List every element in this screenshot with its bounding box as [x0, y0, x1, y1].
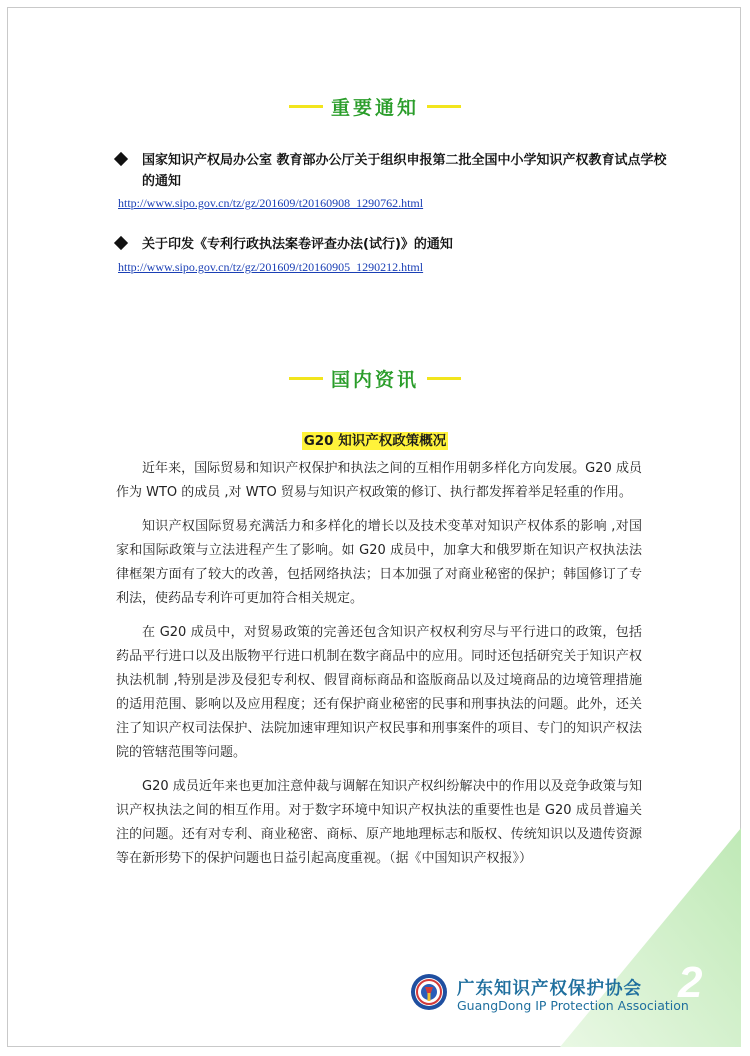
notice-item-1 — [118, 150, 678, 192]
footer-org-name-cn: 广东知识产权保护协会 — [457, 979, 642, 999]
news-heading-text: 国内资讯 — [330, 369, 419, 391]
association-logo-icon — [410, 973, 448, 1011]
notice-title: 关于印发《专利行政执法案卷评查办法(试行)》的通知 — [142, 237, 453, 252]
article-title-text: G20 知识产权政策概况 — [303, 433, 447, 449]
article-body — [116, 457, 642, 881]
notice-heading-text: 重要通知 — [330, 97, 419, 119]
article-paragraph: 在 G20 成员中，对贸易政策的完善还包含知识产权权利穷尽与平行进口的政策，包括药品平行进口以及出版物平行进口机制在数字商品中的应用。同时还包括研究关于知识产权执法机制 ,特别是涉及侵犯专利权、假冒商标商品和盗版商品以及过境商品的边境管理措施的适用范围、影响以及应用程度；还有保护商业秘密的民事和刑事执法的问题。此外，还关注了知识产权司法保护、法院加速审理知识产权民事和刑事案件的项目、专门的知识产权法院的管辖范围等问题。 — [116, 625, 642, 760]
notice-link-1[interactable]: http://www.sipo.gov.cn/tz/gz/201609/t20160908_1290762.html — [118, 196, 424, 210]
article-paragraph: G20 成员近年来也更加注意仲裁与调解在知识产权纠纷解决中的作用以及竞争政策与知识产权执法之间的相互作用。对于数字环境中知识产权执法的重要性也是 G20 成员普遍关注的问题。还有对专利、商业秘密、商标、原产地地理标志和版权、传统知识以及遗传资源等在新形势下的保护问题也日益引起高度重视。（据《中国知识产权报》） — [116, 779, 642, 866]
heading-dash-left — [289, 105, 323, 108]
heading-dash-right — [427, 377, 461, 380]
article-paragraph: 知识产权国际贸易充满活力和多样化的增长以及技术变革对知识产权体系的影响 ,对国家和国际政策与立法进程产生了影响。如 G20 成员中，加拿大和俄罗斯在知识产权执法法律框架方面有了较大的改善，包括网络执法；日本加强了对商业秘密的保护；韩国修订了专利法，使药品专利许可更加符合相关规定。 — [116, 519, 642, 606]
article-title — [0, 429, 750, 449]
notice-section-heading — [0, 93, 750, 120]
heading-dash-right — [427, 105, 461, 108]
page-number: 2 — [678, 958, 703, 1007]
footer-org-name-en: GuangDong IP Protection Association — [457, 998, 689, 1013]
heading-dash-left — [289, 377, 323, 380]
notice-title: 国家知识产权局办公室 教育部办公厅关于组织申报第二批全国中小学知识产权教育试点学校的通知 — [142, 153, 667, 189]
notice-link-2[interactable]: http://www.sipo.gov.cn/tz/gz/201609/t20160905_1290212.html — [118, 260, 424, 274]
article-paragraph: 近年来，国际贸易和知识产权保护和执法之间的互相作用朝多样化方向发展。G20 成员作为 WTO 的成员 ,对 WTO 贸易与知识产权政策的修订、执行都发挥着举足轻重的作用。 — [116, 461, 642, 500]
notice-item-2 — [118, 234, 678, 255]
news-section-heading — [0, 365, 750, 392]
